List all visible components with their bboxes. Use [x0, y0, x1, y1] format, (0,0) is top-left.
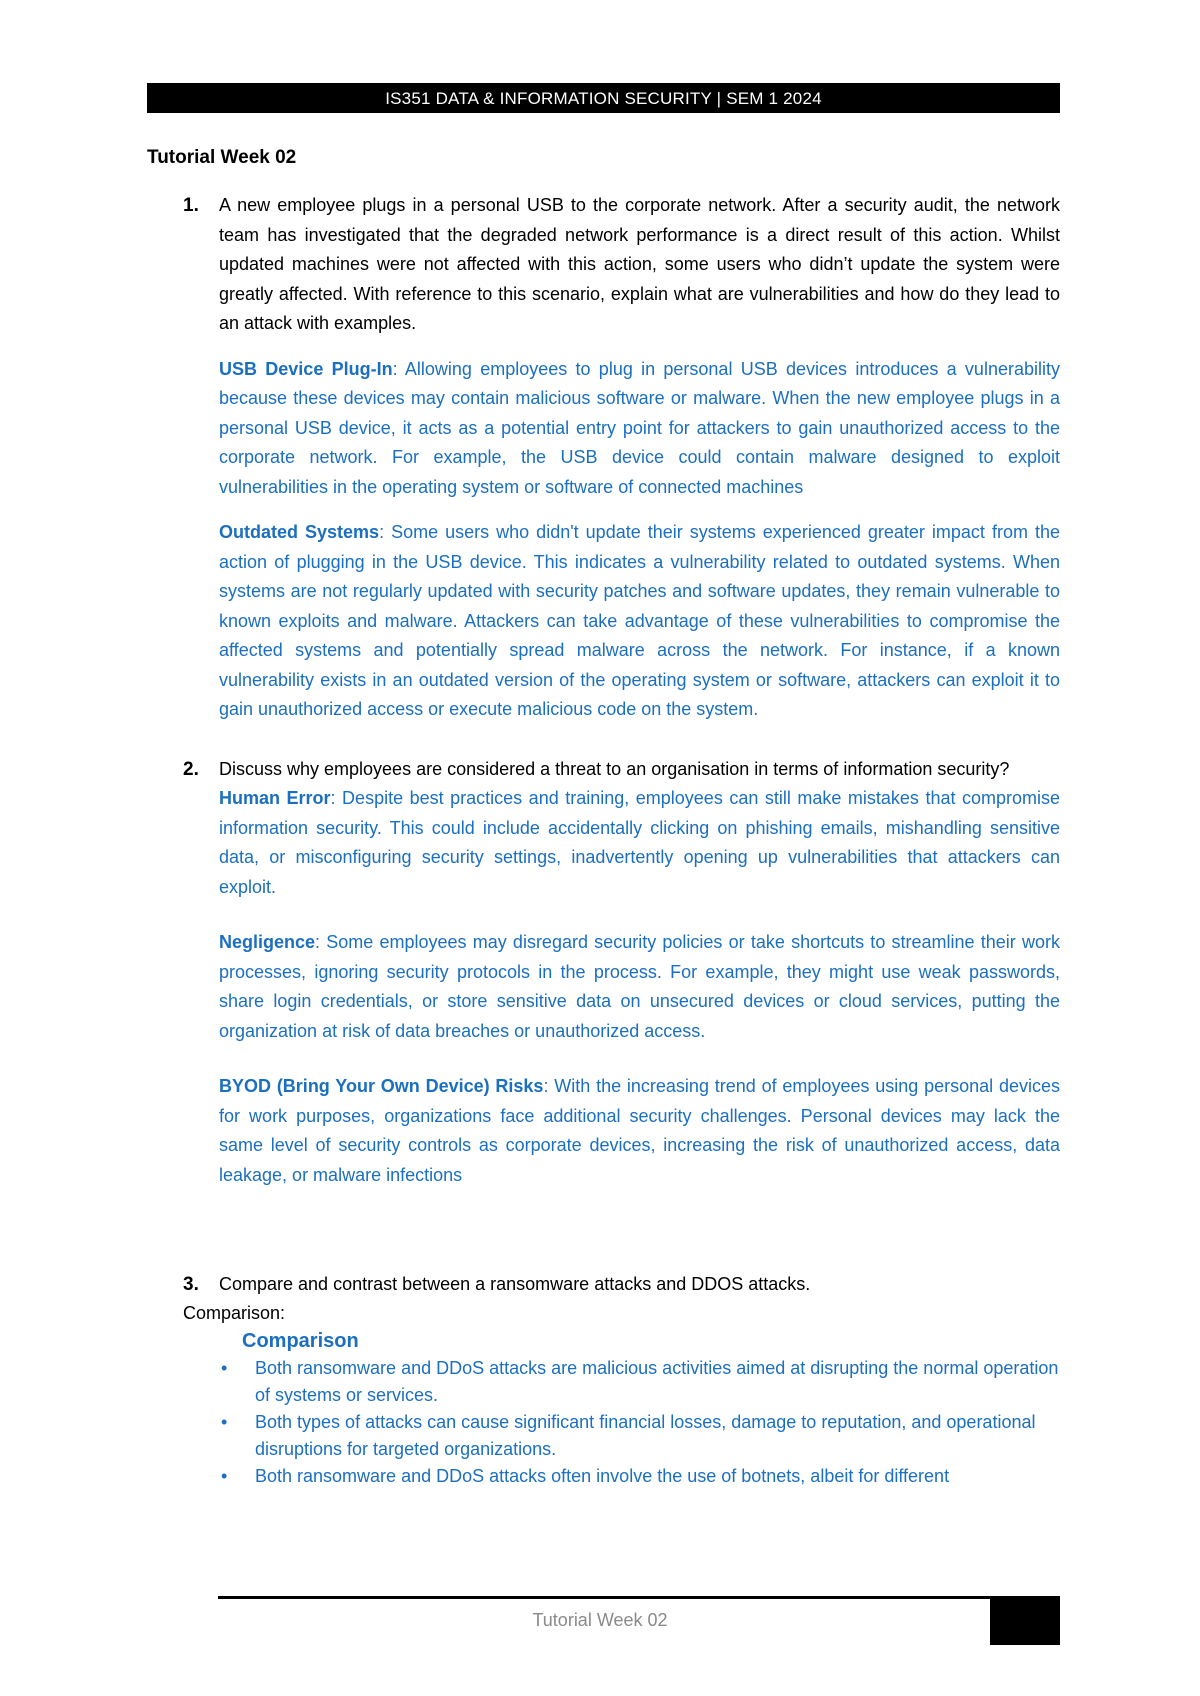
- answer-label: Human Error: [219, 788, 331, 808]
- answer-label: Negligence: [219, 932, 316, 952]
- comparison-heading: Comparison: [242, 1329, 359, 1352]
- answer-label: BYOD (Bring Your Own Device) Risks: [219, 1076, 544, 1096]
- page-footer: Tutorial Week 02: [532, 1610, 668, 1630]
- answer-text: : With the increasing trend of employees using personal devices for work purposes, organizations face additional security challenges. Personal devices may lack the same level of security controls as corporate devices, increasing the risk of unauthorized access, data leakage, or malware infections: [219, 1076, 1060, 1185]
- list-item: [221, 1463, 1060, 1490]
- list-item-text: Both types of attacks can cause significant financial losses, damage to reputation, and operational disruptions for targeted organizations.: [255, 1411, 1036, 1459]
- answer-paragraph: [219, 928, 1060, 1046]
- answer-label: Outdated Systems: [219, 522, 380, 542]
- question-number: 1.: [183, 195, 199, 216]
- question-3: [147, 1270, 1060, 1300]
- question-number: 3.: [183, 1274, 199, 1295]
- answer-text: : Allowing employees to plug in personal USB devices introduces a vulnerability because these devices may contain malicious software or malware. When the new employee plugs in a personal USB device, it acts as a potential entry point for attackers to gain unauthorized access to the corporate network. For example, the USB device could contain malware designed to exploit vulnerabilities in the operating system or software of connected machines: [219, 358, 1060, 497]
- answer-block-2: [147, 784, 1060, 1190]
- answer-text: : Despite best practices and training, employees can still make mistakes that compromise information security. This could include accidentally clicking on phishing emails, mishandling sensitive data, or misconfiguring security settings, inadvertently opening up vulnerabilities that attackers can exploit.: [219, 788, 1060, 897]
- list-item: [221, 1409, 1060, 1463]
- bullet-icon: •: [221, 1357, 228, 1378]
- answer-label: USB Device Plug-In: [219, 358, 393, 379]
- document-body: [147, 191, 1060, 1490]
- answer-block-1: [147, 355, 1060, 725]
- answer-text: : Some users who didn't update their systems experienced greater impact from the action of plugging in the USB device. This indicates a vulnerability related to outdated systems. When systems are not regularly updated with security patches and software updates, they remain vulnerable to known exploits and malware. Attackers can take advantage of these vulnerabilities to compromise the affected systems and potentially spread malware across the network. For instance, if a known vulnerability exists in an outdated version of the operating system or software, attackers can exploit it to gain unauthorized access or execute malicious code on the system.: [219, 522, 1060, 719]
- list-item-text: Both ransomware and DDoS attacks are malicious activities aimed at disrupting the normal operation of systems or services.: [255, 1357, 1059, 1405]
- question-2: [147, 755, 1060, 785]
- footer-rule: [218, 1596, 1060, 1599]
- page-title: Tutorial Week 02: [147, 147, 297, 168]
- comparison-label: Comparison:: [183, 1302, 286, 1323]
- list-item-text: Both ransomware and DDoS attacks often involve the use of botnets, albeit for different: [255, 1465, 950, 1486]
- question-number: 2.: [183, 758, 199, 780]
- answer-paragraph: [219, 355, 1060, 503]
- comparison-list: [147, 1355, 1060, 1490]
- bullet-icon: •: [221, 1465, 228, 1486]
- answer-paragraph: [219, 1072, 1060, 1190]
- answer-text: : Some employees may disregard security policies or take shortcuts to streamline their work processes, ignoring security protocols in the process. For example, they might use weak passwords, share login credentials, or store sensitive data on unsecured devices or cloud services, putting the organization at risk of data breaches or unauthorized access.: [219, 932, 1060, 1041]
- list-item: [221, 1355, 1060, 1409]
- page-header: IS351 DATA & INFORMATION SECURITY | SEM 1 2024: [147, 83, 1060, 113]
- answer-paragraph: [219, 784, 1060, 902]
- question-text: Compare and contrast between a ransomware attacks and DDOS attacks.: [219, 1274, 811, 1294]
- answer-paragraph: [219, 518, 1060, 725]
- question-text: Discuss why employees are considered a threat to an organisation in terms of information security?: [219, 758, 1010, 779]
- question-1: [147, 191, 1060, 339]
- question-text: A new employee plugs in a personal USB to the corporate network. After a security audit, the network team has investigated that the degraded network performance is a direct result of this action. Whilst updated machines were not affected with this action, some users who didn’t update the system were greatly affected. With reference to this scenario, explain what are vulnerabilities and how do they lead to an attack with examples.: [219, 195, 1060, 333]
- bullet-icon: •: [221, 1411, 228, 1432]
